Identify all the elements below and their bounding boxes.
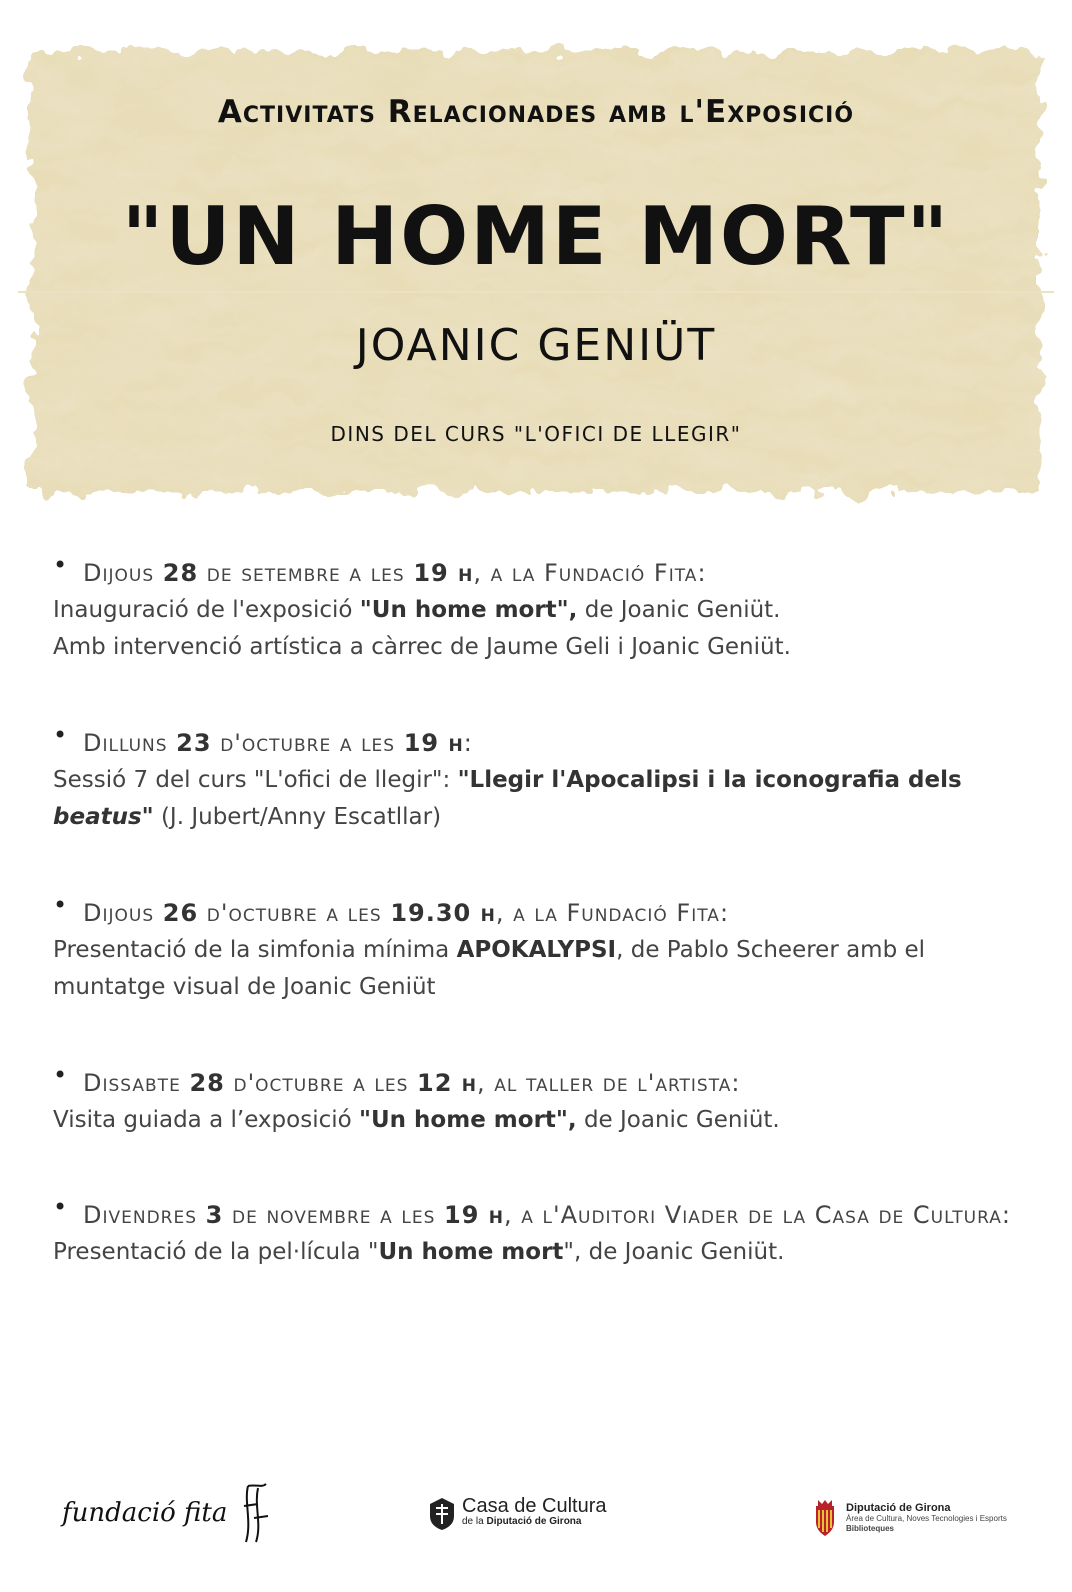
ff-monogram-icon: [238, 1482, 272, 1544]
event-item: [53, 551, 1023, 728]
event-description: Sessió 7 del curs "L'ofici de llegir": "Llegir l'Apocalipsi i la iconografia dels beatus" (J. Jubert/Anny Escatllar): [53, 767, 962, 830]
banner-subtitle: Activitats Relacionades amb l'Exposició: [217, 94, 855, 130]
event-description: Presentació de la simfonia mínima APOKALYPSI, de Pablo Scheerer amb el muntatge visual de Joanic Geniüt: [53, 937, 926, 1000]
bullet-icon: •: [53, 1061, 69, 1089]
event-item: [53, 1061, 1023, 1200]
bullet-icon: •: [53, 891, 69, 919]
bullet-icon: •: [53, 551, 69, 579]
dipu-sub: Àrea de Cultura, Noves Tecnologies i Esports: [846, 1514, 1007, 1523]
coat-of-arms-icon: [812, 1498, 838, 1538]
event-description: Inauguració de l'exposició "Un home mort", de Joanic Geniüt. Amb intervenció artística a càrrec de Jaume Geli i Joanic Geniüt.: [53, 597, 791, 660]
banner-author: JOANIC GENIÜT: [355, 320, 717, 371]
event-description: Visita guiada a l’exposició "Un home mort", de Joanic Geniüt.: [53, 1107, 780, 1133]
dipu-name: Diputació de Girona: [846, 1502, 951, 1514]
header-banner: [18, 42, 1054, 504]
bullet-icon: •: [53, 1193, 69, 1221]
event-item: [53, 891, 1023, 1068]
casa-sub: de la Diputació de Girona: [462, 1516, 582, 1527]
casa-name: Casa de Cultura: [462, 1495, 607, 1517]
sponsor-logos: [0, 1470, 1072, 1570]
banner-course: DINS DEL CURS "L'OFICI DE LLEGIR": [330, 422, 742, 446]
dipu-sub2: Biblioteques: [846, 1524, 895, 1533]
fundacio-fita-logo: fundació fita: [62, 1482, 272, 1544]
event-heading: • Dijous 28 de setembre a les 19 h, a la Fundació Fita:: [53, 551, 707, 587]
event-item: [53, 1193, 1023, 1271]
event-list: [53, 551, 1023, 1271]
event-description: Presentació de la pel·lícula "Un home mort", de Joanic Geniüt.: [53, 1239, 785, 1265]
event-item: [53, 721, 1023, 898]
event-heading: • Divendres 3 de novembre a les 19 h, a l'Auditori Viader de la Casa de Cultura:: [53, 1193, 1011, 1229]
event-heading: • Dijous 26 d'octubre a les 19.30 h, a la Fundació Fita:: [53, 891, 730, 927]
event-heading: • Dissabte 28 d'octubre a les 12 h, al taller de l'artista:: [53, 1061, 741, 1097]
banner-title: "UN HOME MORT": [121, 190, 951, 283]
shield-icon: [428, 1496, 456, 1532]
event-heading: • Dilluns 23 d'octubre a les 19 h:: [53, 721, 473, 757]
bullet-icon: •: [53, 721, 69, 749]
